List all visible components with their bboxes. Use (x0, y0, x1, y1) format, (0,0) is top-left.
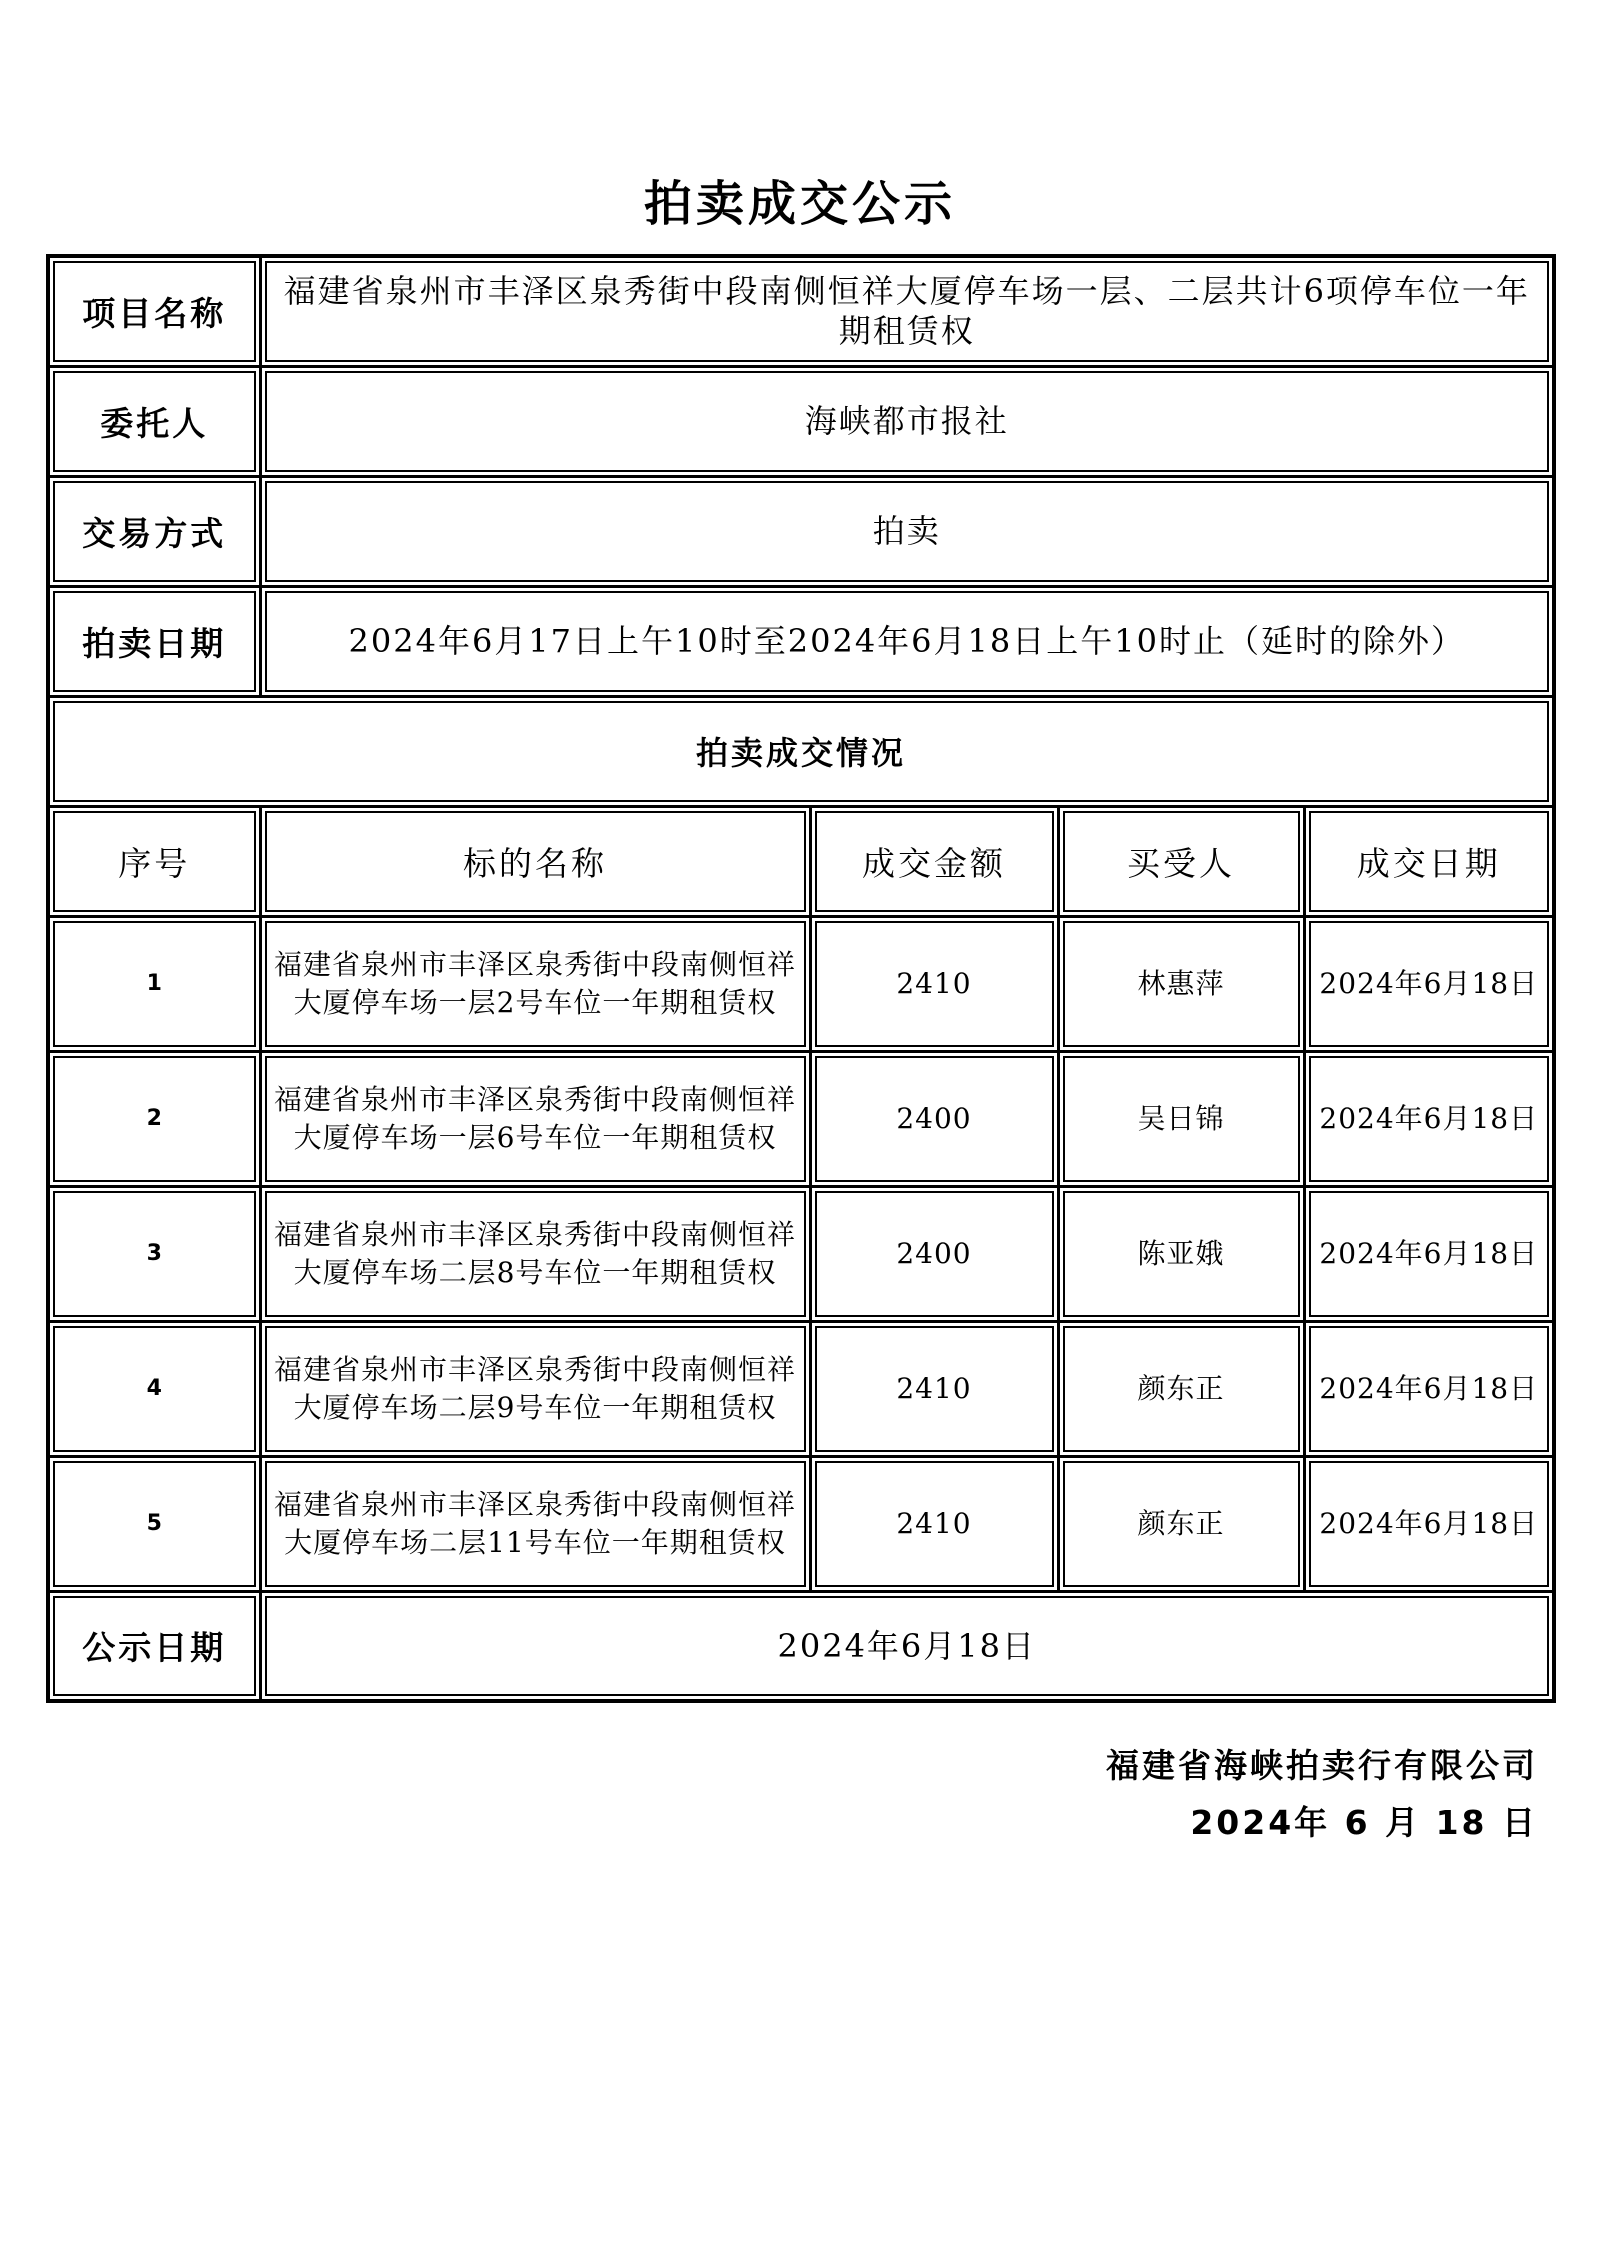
row-item-name: 福建省泉州市丰泽区泉秀街中段南侧恒祥大厦停车场二层8号车位一年期租赁权 (260, 1186, 810, 1321)
row-date: 2024年6月18日 (1304, 1321, 1554, 1456)
publish-date-value: 2024年6月18日 (260, 1591, 1554, 1701)
row-date: 2024年6月18日 (1304, 1051, 1554, 1186)
row-amount: 2400 (810, 1051, 1058, 1186)
row-amount: 2410 (810, 916, 1058, 1051)
row-buyer: 陈亚娥 (1058, 1186, 1304, 1321)
row-date: 2024年6月18日 (1304, 916, 1554, 1051)
consignor-label: 委托人 (48, 366, 260, 476)
column-header-no: 序号 (48, 806, 260, 916)
table-row (48, 916, 1554, 1051)
row-amount: 2400 (810, 1186, 1058, 1321)
row-buyer: 颜东正 (1058, 1321, 1304, 1456)
method-row (48, 476, 1554, 586)
column-header-row (48, 806, 1554, 916)
auction-date-value: 2024年6月17日上午10时至2024年6月18日上午10时止（延时的除外） (260, 586, 1554, 696)
auction-date-label: 拍卖日期 (48, 586, 260, 696)
project-row (48, 256, 1554, 366)
consignor-value: 海峡都市报社 (260, 366, 1554, 476)
table-row (48, 1321, 1554, 1456)
method-value: 拍卖 (260, 476, 1554, 586)
signature-company: 福建省海峡拍卖行有限公司 (1106, 1746, 1538, 1785)
column-header-name: 标的名称 (260, 806, 810, 916)
section-title: 拍卖成交情况 (48, 696, 1554, 806)
row-no: 3 (48, 1186, 260, 1321)
section-row (48, 696, 1554, 806)
row-buyer: 吴日锦 (1058, 1051, 1304, 1186)
row-buyer: 林惠萍 (1058, 916, 1304, 1051)
signature-date: 2024年 6 月 18 日 (1190, 1803, 1538, 1842)
row-item-name: 福建省泉州市丰泽区泉秀街中段南侧恒祥大厦停车场二层11号车位一年期租赁权 (260, 1456, 810, 1591)
row-item-name: 福建省泉州市丰泽区泉秀街中段南侧恒祥大厦停车场一层2号车位一年期租赁权 (260, 916, 810, 1051)
row-item-name: 福建省泉州市丰泽区泉秀街中段南侧恒祥大厦停车场一层6号车位一年期租赁权 (260, 1051, 810, 1186)
column-header-buyer: 买受人 (1058, 806, 1304, 916)
auction-date-row (48, 586, 1554, 696)
column-header-date: 成交日期 (1304, 806, 1554, 916)
page-title: 拍卖成交公示 (643, 176, 956, 232)
row-no: 1 (48, 916, 260, 1051)
consignor-row (48, 366, 1554, 476)
row-no: 5 (48, 1456, 260, 1591)
row-no: 2 (48, 1051, 260, 1186)
row-amount: 2410 (810, 1456, 1058, 1591)
row-no: 4 (48, 1321, 260, 1456)
publish-date-row (48, 1591, 1554, 1701)
row-amount: 2410 (810, 1321, 1058, 1456)
project-label: 项目名称 (48, 256, 260, 366)
publish-date-label: 公示日期 (48, 1591, 260, 1701)
row-date: 2024年6月18日 (1304, 1456, 1554, 1591)
table-row (48, 1186, 1554, 1321)
row-buyer: 颜东正 (1058, 1456, 1304, 1591)
table-row (48, 1456, 1554, 1591)
auction-notice-table (46, 254, 1556, 1703)
project-value: 福建省泉州市丰泽区泉秀街中段南侧恒祥大厦停车场一层、二层共计6项停车位一年期租赁权 (260, 256, 1554, 366)
table-row (48, 1051, 1554, 1186)
row-item-name: 福建省泉州市丰泽区泉秀街中段南侧恒祥大厦停车场二层9号车位一年期租赁权 (260, 1321, 810, 1456)
method-label: 交易方式 (48, 476, 260, 586)
column-header-amount: 成交金额 (810, 806, 1058, 916)
row-date: 2024年6月18日 (1304, 1186, 1554, 1321)
